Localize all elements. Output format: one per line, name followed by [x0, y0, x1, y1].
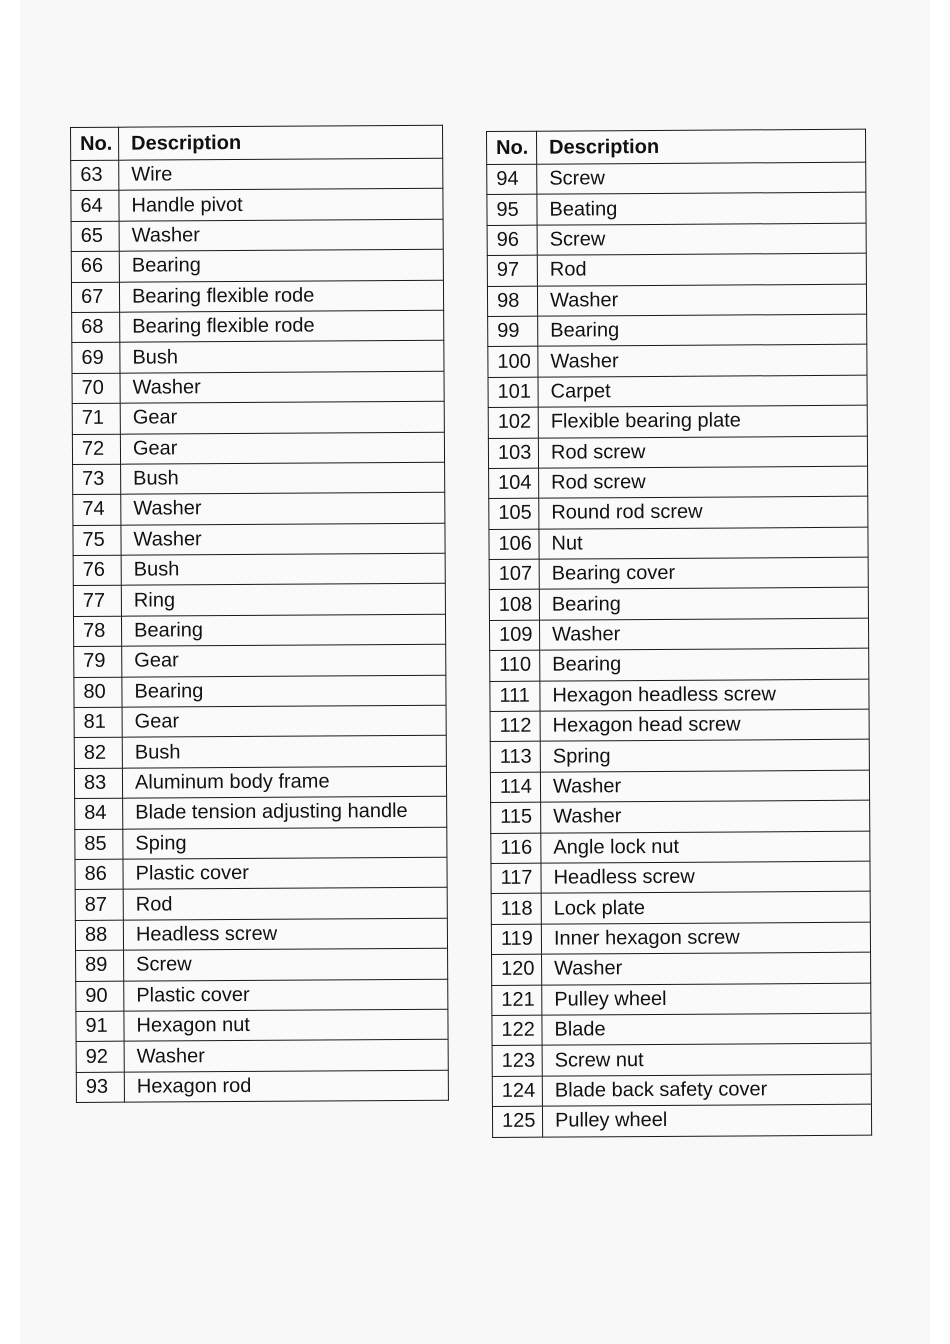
part-number-cell: 105 — [489, 498, 539, 529]
part-description-cell: Nut — [539, 527, 868, 559]
table-row — [489, 588, 868, 621]
part-description-cell: Bush — [121, 553, 445, 585]
column-header-no: No. — [487, 131, 537, 164]
part-description-cell: Carpet — [538, 375, 867, 407]
part-number-cell: 74 — [73, 494, 121, 525]
table-row — [75, 796, 447, 829]
table-row — [492, 1043, 871, 1076]
table-row — [487, 284, 866, 317]
part-description-cell: Bearing — [539, 588, 868, 620]
part-number-cell: 69 — [72, 343, 120, 374]
part-description-cell: Wire — [119, 158, 443, 190]
table-row — [487, 193, 866, 226]
table-row — [492, 1013, 871, 1046]
part-number-cell: 102 — [488, 407, 538, 438]
part-description-cell: Bush — [120, 341, 444, 373]
part-description-cell: Rod screw — [538, 436, 867, 468]
part-number-cell: 80 — [74, 677, 122, 708]
part-number-cell: 71 — [72, 403, 120, 434]
part-number-cell: 112 — [490, 711, 540, 742]
part-number-cell: 79 — [74, 646, 122, 677]
part-description-cell: Bearing — [121, 614, 445, 646]
part-number-cell: 86 — [75, 859, 123, 890]
part-description-cell: Washer — [124, 1040, 448, 1072]
table-row — [491, 831, 870, 864]
table-row — [73, 584, 445, 617]
part-number-cell: 72 — [72, 434, 120, 465]
table-row — [492, 1104, 871, 1137]
table-header-row — [71, 125, 443, 160]
table-row — [75, 827, 447, 860]
part-number-cell: 116 — [491, 833, 541, 864]
part-number-cell: 97 — [487, 255, 537, 286]
part-number-cell: 96 — [487, 225, 537, 256]
part-description-cell: Hexagon rod — [124, 1070, 448, 1102]
part-description-cell: Washer — [120, 371, 444, 403]
part-number-cell: 87 — [75, 890, 123, 921]
table-row — [71, 219, 443, 252]
table-row — [72, 341, 444, 374]
part-description-cell: Hexagon head screw — [540, 709, 869, 741]
table-row — [72, 371, 444, 404]
column-header-no: No. — [71, 127, 119, 160]
table-row — [488, 405, 867, 438]
table-row — [72, 432, 444, 465]
part-description-cell: Hexagon headless screw — [540, 679, 869, 711]
table-row — [71, 158, 443, 191]
table-row — [73, 553, 445, 586]
part-description-cell: Bearing cover — [539, 557, 868, 589]
table-row — [73, 614, 445, 647]
part-description-cell: Aluminum body frame — [122, 766, 446, 798]
table-row — [490, 679, 869, 712]
part-number-cell: 95 — [487, 195, 537, 226]
part-number-cell: 77 — [73, 586, 121, 617]
part-description-cell: Blade — [542, 1013, 871, 1045]
table-row — [74, 675, 446, 708]
part-description-cell: Bearing — [538, 314, 867, 346]
part-description-cell: Flexible bearing plate — [538, 405, 867, 437]
part-number-cell: 115 — [491, 802, 541, 833]
part-number-cell: 98 — [487, 286, 537, 317]
part-description-cell: Gear — [120, 401, 444, 433]
part-description-cell: Screw nut — [542, 1043, 871, 1075]
part-number-cell: 63 — [71, 160, 119, 191]
part-number-cell: 123 — [492, 1046, 542, 1077]
table-row — [71, 249, 443, 282]
part-number-cell: 114 — [490, 772, 540, 803]
part-description-cell: Gear — [120, 432, 444, 464]
table-row — [489, 557, 868, 590]
part-number-cell: 73 — [73, 464, 121, 495]
part-number-cell: 66 — [71, 251, 119, 282]
table-row — [76, 1040, 448, 1073]
part-number-cell: 113 — [490, 742, 540, 773]
column-header-description: Description — [119, 125, 443, 160]
part-description-cell: Hexagon nut — [124, 1009, 448, 1041]
table-row — [71, 189, 443, 222]
part-description-cell: Blade tension adjusting handle — [123, 796, 447, 828]
table-row — [76, 948, 448, 981]
part-number-cell: 103 — [488, 438, 538, 469]
table-row — [492, 983, 871, 1016]
part-description-cell: Bearing — [540, 648, 869, 680]
table-row — [488, 345, 867, 378]
part-number-cell: 118 — [491, 894, 541, 925]
part-number-cell: 90 — [76, 981, 124, 1012]
table-header-row — [487, 129, 866, 164]
part-number-cell: 106 — [489, 529, 539, 560]
table-row — [491, 922, 870, 955]
part-number-cell: 117 — [491, 863, 541, 894]
part-description-cell: Sping — [123, 827, 447, 859]
part-number-cell: 88 — [75, 920, 123, 951]
part-number-cell: 82 — [74, 738, 122, 769]
part-number-cell: 83 — [74, 768, 122, 799]
part-description-cell: Spring — [540, 740, 869, 772]
part-description-cell: Screw — [537, 162, 866, 194]
table-row — [73, 493, 445, 526]
part-description-cell: Bearing flexible rode — [119, 280, 443, 312]
part-number-cell: 100 — [488, 347, 538, 378]
part-description-cell: Gear — [122, 705, 446, 737]
table-row — [490, 740, 869, 773]
part-number-cell: 111 — [490, 681, 540, 712]
table-row — [74, 705, 446, 738]
table-row — [491, 892, 870, 925]
part-description-cell: Bearing flexible rode — [120, 310, 444, 342]
part-description-cell: Rod — [123, 888, 447, 920]
part-description-cell: Inner hexagon screw — [541, 922, 870, 954]
part-description-cell: Headless screw — [541, 861, 870, 893]
part-number-cell: 67 — [71, 282, 119, 313]
table-row — [491, 800, 870, 833]
part-description-cell: Washer — [121, 523, 445, 555]
part-description-cell: Gear — [122, 644, 446, 676]
table-row — [487, 223, 866, 256]
part-description-cell: Washer — [541, 800, 870, 832]
part-number-cell: 84 — [75, 798, 123, 829]
part-description-cell: Rod — [537, 253, 866, 285]
table-row — [487, 253, 866, 286]
part-description-cell: Washer — [538, 345, 867, 377]
part-description-cell: Rod screw — [539, 466, 868, 498]
part-description-cell: Plastic cover — [124, 979, 448, 1011]
table-row — [72, 401, 444, 434]
column-header-description: Description — [537, 129, 866, 164]
part-description-cell: Bearing — [122, 675, 446, 707]
table-row — [490, 709, 869, 742]
table-row — [76, 1070, 448, 1103]
part-description-cell: Washer — [121, 493, 445, 525]
table-row — [75, 857, 447, 890]
table-row — [488, 375, 867, 408]
part-number-cell: 92 — [76, 1042, 124, 1073]
table-row — [74, 736, 446, 769]
part-number-cell: 81 — [74, 707, 122, 738]
part-number-cell: 99 — [488, 316, 538, 347]
table-row — [492, 952, 871, 985]
part-description-cell: Blade back safety cover — [542, 1074, 871, 1106]
part-number-cell: 122 — [492, 1015, 542, 1046]
table-row — [74, 766, 446, 799]
table-row — [488, 314, 867, 347]
part-description-cell: Beating — [537, 193, 866, 225]
part-description-cell: Bush — [121, 462, 445, 494]
table-row — [73, 462, 445, 495]
part-description-cell: Bearing — [119, 249, 443, 281]
part-description-cell: Lock plate — [541, 892, 870, 924]
table-row — [487, 162, 866, 195]
part-description-cell: Plastic cover — [123, 857, 447, 889]
part-number-cell: 124 — [492, 1076, 542, 1107]
part-description-cell: Ring — [121, 584, 445, 616]
table-row — [76, 979, 448, 1012]
table-row — [489, 466, 868, 499]
table-row — [72, 310, 444, 343]
part-number-cell: 104 — [489, 468, 539, 499]
part-number-cell: 68 — [72, 312, 120, 343]
table-row — [489, 618, 868, 651]
part-description-cell: Washer — [540, 770, 869, 802]
part-number-cell: 78 — [73, 616, 121, 647]
part-number-cell: 85 — [75, 829, 123, 860]
part-description-cell: Washer — [537, 284, 866, 316]
table-row — [488, 436, 867, 469]
table-row — [74, 644, 446, 677]
part-number-cell: 93 — [76, 1072, 124, 1103]
part-number-cell: 121 — [492, 985, 542, 1016]
part-number-cell: 120 — [492, 954, 542, 985]
part-description-cell: Washer — [542, 952, 871, 984]
part-description-cell: Washer — [539, 618, 868, 650]
table-row — [489, 527, 868, 560]
table-row — [490, 648, 869, 681]
part-number-cell: 65 — [71, 221, 119, 252]
part-number-cell: 75 — [73, 525, 121, 556]
part-number-cell: 110 — [490, 650, 540, 681]
part-number-cell: 70 — [72, 373, 120, 404]
table-row — [73, 523, 445, 556]
part-number-cell: 109 — [489, 620, 539, 651]
part-description-cell: Screw — [537, 223, 866, 255]
table-row — [75, 918, 447, 951]
part-description-cell: Pulley wheel — [542, 1104, 871, 1136]
table-row — [489, 496, 868, 529]
part-number-cell: 101 — [488, 377, 538, 408]
part-number-cell: 89 — [76, 950, 124, 981]
part-number-cell: 119 — [491, 924, 541, 955]
part-number-cell: 94 — [487, 164, 537, 195]
part-description-cell: Washer — [119, 219, 443, 251]
part-description-cell: Angle lock nut — [541, 831, 870, 863]
part-number-cell: 64 — [71, 191, 119, 222]
table-row — [492, 1074, 871, 1107]
table-row — [490, 770, 869, 803]
part-description-cell: Bush — [122, 736, 446, 768]
part-description-cell: Headless screw — [123, 918, 447, 950]
part-number-cell: 107 — [489, 559, 539, 590]
part-number-cell: 108 — [489, 590, 539, 621]
part-number-cell: 91 — [76, 1011, 124, 1042]
table-row — [71, 280, 443, 313]
part-description-cell: Pulley wheel — [542, 983, 871, 1015]
part-description-cell: Handle pivot — [119, 189, 443, 221]
table-row — [491, 861, 870, 894]
part-number-cell: 76 — [73, 555, 121, 586]
part-number-cell: 125 — [492, 1106, 542, 1137]
part-description-cell: Screw — [124, 948, 448, 980]
table-row — [76, 1009, 448, 1042]
parts-table-left — [70, 125, 449, 1103]
parts-table-right — [486, 129, 872, 1138]
table-row — [75, 888, 447, 921]
part-description-cell: Round rod screw — [539, 496, 868, 528]
